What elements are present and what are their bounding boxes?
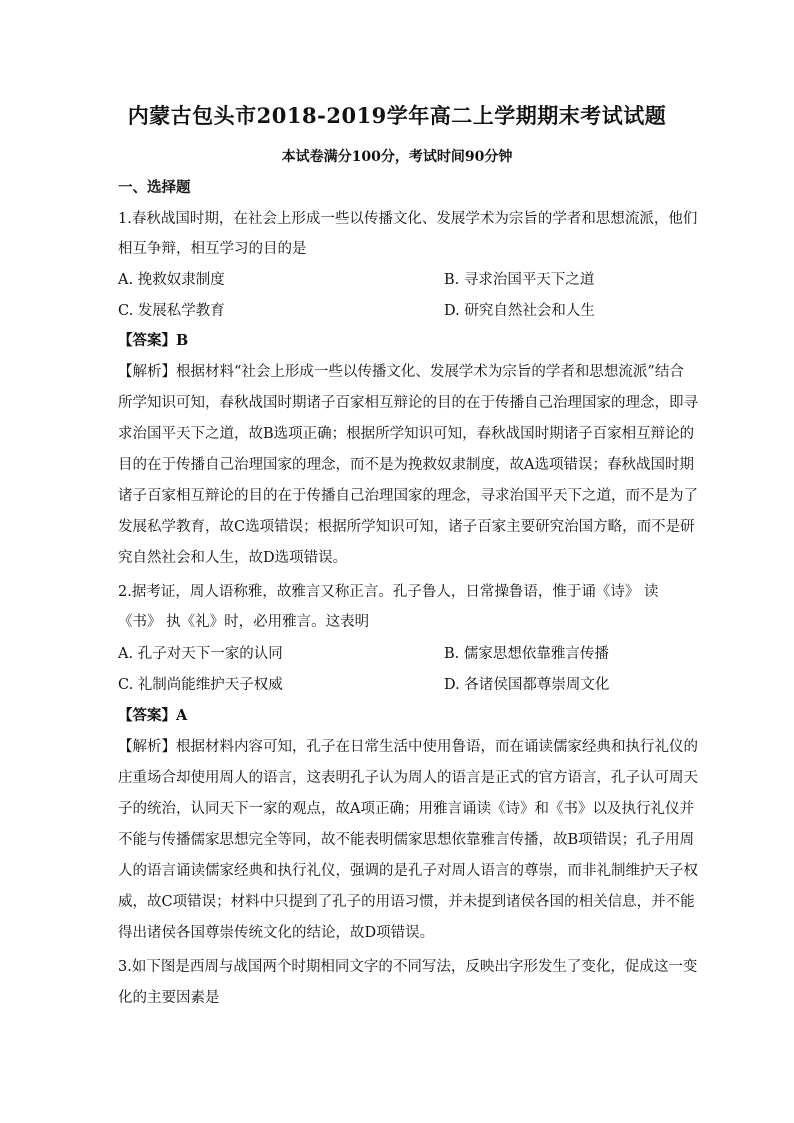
q2-analysis-line: 威，故C项错误；材料中只提到了孔子的用语习惯，并未提到诸侯各国的相关信息，并不能	[118, 894, 695, 910]
q1-option-a: A. 挽救奴隶制度	[118, 272, 225, 288]
q2-option-d: D. 各诸侯国都尊崇周文化	[444, 677, 610, 693]
q1-analysis-line: 所学知识可知，春秋战国时期诸子百家相互辩论的目的在于传播自己治理国家的理念，即寻	[118, 395, 698, 411]
q3-stem-line: 3.如下图是西周与战国两个时期相同文字的不同写法，反映出字形发生了变化，促成这一变	[118, 959, 698, 975]
q2-analysis-line: 人的语言诵读儒家经典和执行礼仪，强调的是孔子对周人语言的尊崇，而非礼制维护天子权	[118, 863, 698, 879]
page-subtitle: 本试卷满分100分，考试时间90分钟	[281, 149, 513, 165]
q2-stem-line: 2.据考证，周人语称雅，故雅言又称正言。孔子鲁人，日常操鲁语，惟于诵《诗》 读	[118, 584, 659, 600]
q1-analysis-line: 究自然社会和人生，故D选项错误。	[118, 550, 348, 566]
q1-stem-line: 1.春秋战国时期，在社会上形成一些以传播文化、发展学术为宗旨的学者和思想流派，他们	[118, 211, 698, 227]
q2-analysis-line: 子的统治，认同天下一家的观点，故A项正确；用雅言诵读《诗》和《书》以及执行礼仪并	[118, 801, 694, 817]
page-title: 内蒙古包头市2018-2019学年高二上学期期末考试试题	[127, 103, 667, 128]
q1-stem-line: 相互争辩，相互学习的目的是	[118, 241, 307, 257]
q2-option-b: B. 儒家思想依靠雅言传播	[444, 646, 609, 662]
q1-analysis-line: 【解析】根据材料“社会上形成一些以传播文化、发展学术为宗旨的学者和思想流派”结合	[118, 364, 684, 380]
q2-option-c: C. 礼制尚能维护天子权威	[118, 677, 283, 693]
q2-analysis-line: 不能与传播儒家思想完全等同，故不能表明儒家思想依靠雅言传播，故B项错误；孔子用周	[118, 832, 695, 848]
q1-answer: 【答案】B	[118, 332, 189, 349]
q2-analysis-line: 【解析】根据材料内容可知，孔子在日常生活中使用鲁语，而在诵读儒家经典和执行礼仪的	[118, 739, 698, 755]
q2-answer: 【答案】A	[118, 707, 188, 724]
q2-option-a: A. 孔子对天下一家的认同	[118, 646, 283, 662]
q1-analysis-line: 目的在于传播自己治理国家的理念，而不是为挽救奴隶制度，故A选项错误；春秋战国时期	[118, 457, 694, 473]
q3-stem-line: 化的主要因素是	[118, 990, 220, 1006]
q2-analysis-line: 庄重场合却使用周人的语言，这表明孔子认为周人的语言是正式的官方语言，孔子认可周天	[118, 770, 698, 786]
q1-option-c: C. 发展私学教育	[118, 303, 225, 319]
q1-option-d: D. 研究自然社会和人生	[444, 303, 595, 319]
q2-stem-line: 《书》 执《礼》时，必用雅言。这表明	[118, 614, 370, 630]
q1-option-b: B. 寻求治国平天下之道	[444, 272, 595, 288]
section-heading: 一、选择题	[118, 179, 191, 196]
q1-analysis-line: 诸子百家相互辩论的目的在于传播自己治理国家的理念，寻求治国平天下之道，而不是为了	[118, 488, 698, 504]
q2-analysis-line: 得出诸侯各国尊崇传统文化的结论，故D项错误。	[118, 925, 435, 941]
q1-analysis-line: 求治国平天下之道，故B选项正确；根据所学知识可知，春秋战国时期诸子百家相互辩论的	[118, 426, 695, 442]
q1-analysis-line: 发展私学教育，故C选项错误；根据所学知识可知，诸子百家主要研究治国方略，而不是研	[118, 519, 695, 535]
